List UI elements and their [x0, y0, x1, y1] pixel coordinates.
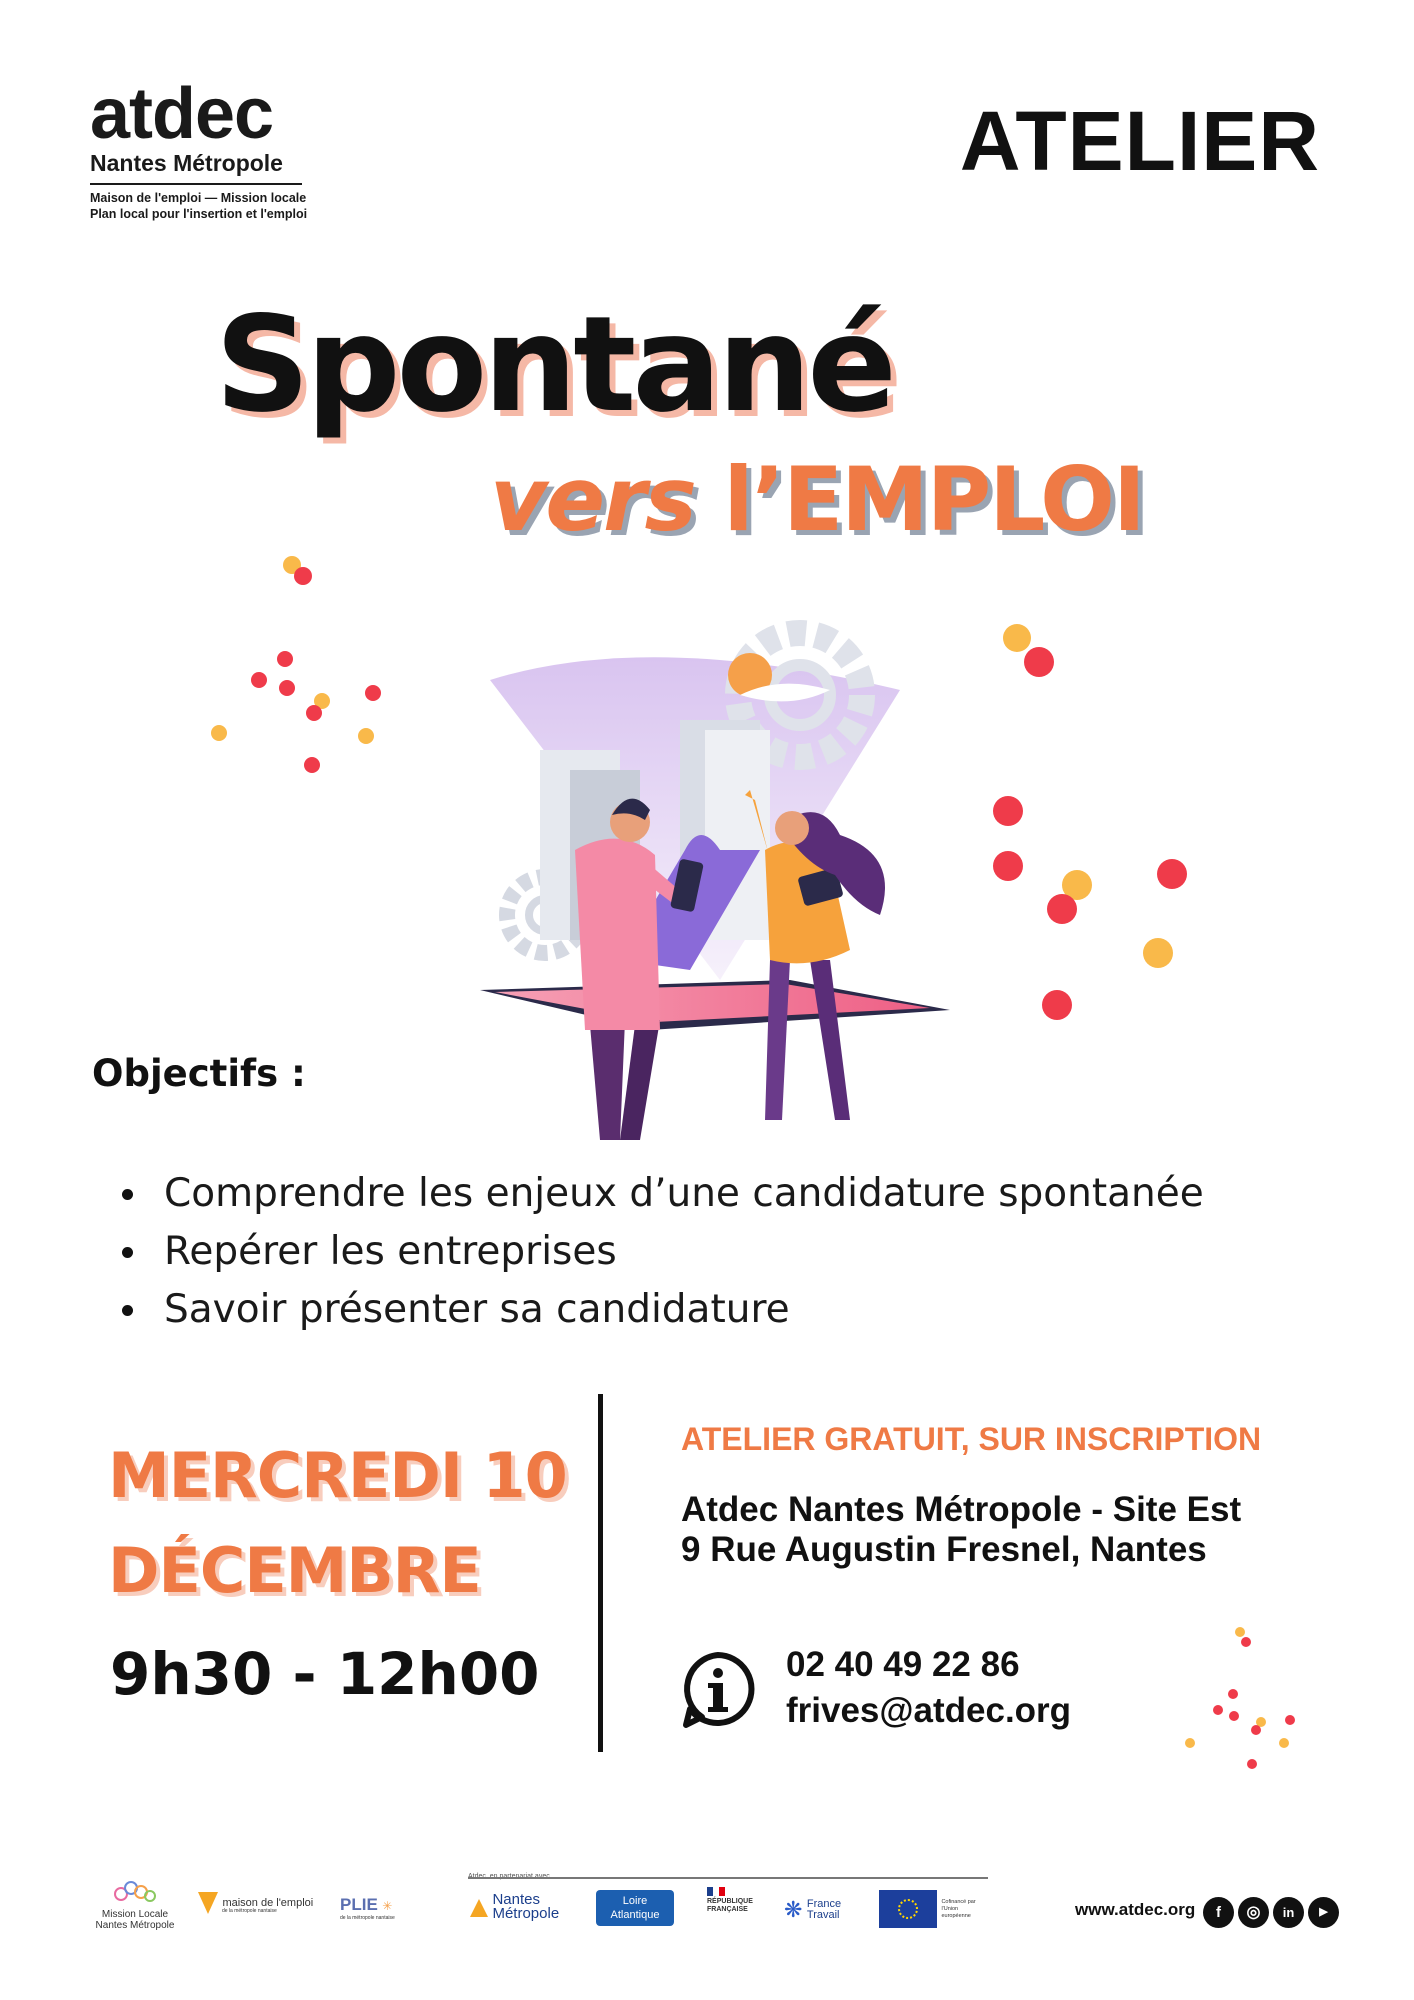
nantes-mark [470, 1899, 488, 1917]
dots-top-left [211, 556, 381, 773]
loire-line-2: Atlantique [610, 1909, 660, 1921]
subtitle-italic: vers [490, 448, 695, 551]
atelier-badge: ATELIER [959, 94, 1320, 188]
nantes-name [492, 1893, 559, 1921]
maison-emploi-mark [198, 1892, 218, 1914]
price-note: ATELIER GRATUIT, SUR INSCRIPTION [681, 1421, 1262, 1457]
eu-line-3: européenne [941, 1912, 971, 1919]
france-travail-line-2: Travail [806, 1909, 840, 1921]
nantes-line-2: Métropole [492, 1905, 560, 1922]
eu-caption [941, 1899, 975, 1920]
list-item: Savoir présenter sa candidature [122, 1281, 1204, 1339]
eu-flag-icon [879, 1890, 937, 1928]
plie-name: PLIE [340, 1895, 378, 1914]
partner-divider [468, 1877, 988, 1879]
maison-emploi-logo [198, 1892, 318, 1914]
republique-line-2: FRANÇAISE [707, 1906, 748, 1913]
logo-tagline-line-1: Maison de l'emploi — Mission locale [90, 191, 307, 205]
event-date-line-1: MERCREDI 10 [108, 1439, 567, 1512]
plie-logo [340, 1895, 410, 1921]
page-title: Spontané [215, 288, 893, 442]
team-illustration [470, 620, 990, 1140]
subtitle-rest: l’EMPLOI [723, 448, 1144, 551]
objectives-list [122, 1165, 1204, 1339]
maison-emploi-name: maison de l'emploi [222, 1897, 314, 1909]
republique-francaise-logo [707, 1887, 767, 1914]
mission-locale-line-2: Nantes Métropole [95, 1920, 175, 1931]
list-item: Repérer les entreprises [122, 1223, 1204, 1281]
event-hours: 9h30 - 12h00 [110, 1640, 540, 1708]
youtube-icon[interactable]: ▶ [1308, 1897, 1339, 1928]
snowflake-icon: ❋ [784, 1897, 803, 1922]
linkedin-icon[interactable]: in [1273, 1897, 1304, 1928]
nantes-line-1: Nantes [492, 1891, 540, 1908]
mission-locale-line-1: Mission Locale [101, 1909, 169, 1920]
address-line-1: Atdec Nantes Métropole - Site Est [681, 1490, 1242, 1529]
france-travail-logo [784, 1897, 859, 1923]
mission-locale-logo [90, 1880, 180, 1931]
info-icon [680, 1651, 756, 1729]
star-icon: ✳ [382, 1899, 393, 1913]
atdec-logo: atdec [90, 74, 274, 154]
republique-line-1: RÉPUBLIQUE [707, 1898, 753, 1905]
loire-atlantique-logo [596, 1890, 674, 1926]
instagram-icon[interactable]: ◎ [1238, 1897, 1269, 1928]
phone-number[interactable]: 02 40 49 22 86 [786, 1645, 1020, 1684]
event-address [681, 1490, 1241, 1570]
flag-icon [707, 1887, 725, 1896]
dots-right [993, 624, 1187, 1020]
loire-line-1: Loire [622, 1895, 648, 1907]
objectives-heading: Objectifs : [92, 1052, 306, 1095]
nantes-metropole-logo [470, 1893, 585, 1921]
eu-logo [879, 1890, 989, 1928]
event-date [108, 1428, 567, 1618]
france-travail-name [807, 1899, 841, 1921]
logo-subtitle: Nantes Métropole [90, 150, 283, 176]
address-line-2: 9 Rue Augustin Fresnel, Nantes [681, 1530, 1207, 1569]
eu-line-2: l'Union [941, 1905, 959, 1912]
email-link[interactable]: frives@atdec.org [786, 1691, 1072, 1730]
maison-emploi-sub: de la métropole nantaise [222, 1908, 277, 1914]
list-item: Comprendre les enjeux d’une candidature spontanée [122, 1165, 1204, 1223]
france-travail-line-1: France [806, 1898, 842, 1910]
logo-tagline-line-2: Plan local pour l'insertion et l'emploi [90, 207, 308, 221]
vertical-divider [598, 1394, 603, 1752]
plie-sub: de la métropole nantaise [340, 1915, 395, 1921]
eu-line-1: Cofinancé par [941, 1898, 976, 1905]
event-date-line-2: DÉCEMBRE [108, 1534, 481, 1607]
contact-block [786, 1642, 1071, 1734]
website-link[interactable]: www.atdec.org [1075, 1900, 1196, 1919]
facebook-icon[interactable]: f [1203, 1897, 1234, 1928]
dots-bottom-right [1185, 1627, 1295, 1769]
people-icon [113, 1880, 157, 1904]
